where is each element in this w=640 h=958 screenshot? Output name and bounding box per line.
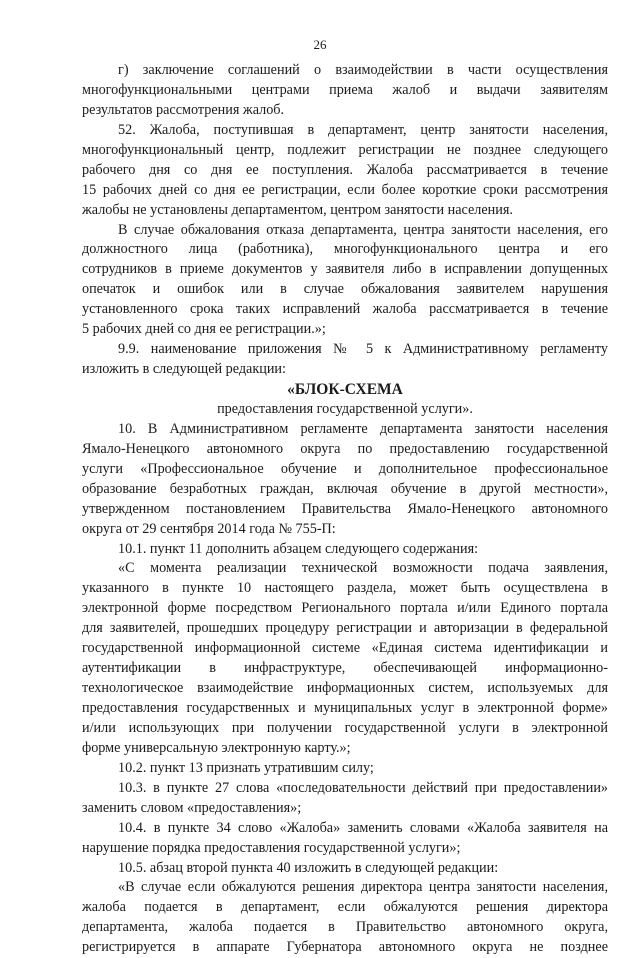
text-line: 5 рабочих дней со дня ее регистрации.»; xyxy=(82,321,326,338)
text-line: 10.5. абзац второй пункта 40 изложить в следующей редакции: xyxy=(118,859,499,876)
page-number: 26 xyxy=(313,37,327,52)
text-line: 10.2. пункт 13 признать утратившим силу; xyxy=(118,759,374,776)
text-line: В случае обжалования отказа департамента, центра занятости населения, его xyxy=(118,221,608,238)
text-line: установленного срока таких исправлений жалоба рассматривается в течение xyxy=(82,301,608,318)
text-line: 10.1. пункт 11 дополнить абзацем следующего содержания: xyxy=(118,540,479,557)
text-line: сотрудников в приеме документов у заявителя либо в исправлении допущенных xyxy=(82,261,608,278)
text-line: технологическое взаимодействие информационных систем, используемых для xyxy=(82,680,608,697)
text-line: регистрируется в аппарате Губернатора автономного округа не позднее xyxy=(82,939,608,956)
text-line: и/или использующих при получении государственной услуги в электронной xyxy=(82,719,608,736)
text-line: должностного лица (работника), многофункционального центра и его xyxy=(82,241,608,258)
text-line: Ямало-Ненецкого автономного округа по предоставлению государственной xyxy=(82,440,608,457)
text-line: жалобы не установлены департаментом, центром занятости населения. xyxy=(82,201,513,218)
text-line: 52. Жалоба, поступившая в департамент, центр занятости населения, xyxy=(118,121,608,138)
text-line: услуги «Профессиональное обучение и дополнительное профессиональное xyxy=(82,460,608,477)
text-line: многофункциональными центрами приема жалоб и выдачи заявителям xyxy=(82,81,608,98)
text-line: рабочего дня со дня ее поступления. Жалоба рассматривается в течение xyxy=(82,161,608,178)
text-line: предоставления государственной услуги». xyxy=(217,400,473,417)
text-line: «В случае если обжалуются решения директора центра занятости населения, xyxy=(118,879,608,896)
text-line: «С момента реализации технической возможности подача заявления, xyxy=(118,560,608,577)
text-line: опечаток и ошибок или в случае обжалования заявителем нарушения xyxy=(82,281,608,298)
text-line: нарушение порядка предоставления государственной услуги»; xyxy=(82,839,461,856)
text-line: г) заключение соглашений о взаимодействии в части осуществления xyxy=(118,62,608,78)
text-line: изложить в следующей редакции: xyxy=(82,361,286,378)
text-line: 10.4. в пункте 34 слово «Жалоба» заменить словами «Жалоба заявителя на xyxy=(118,819,608,836)
text-line: 10.3. в пункте 27 слова «последовательности действий при предоставлении» xyxy=(118,779,608,796)
document-body xyxy=(82,61,608,958)
text-line: округа от 29 сентября 2014 года № 755-П: xyxy=(82,520,336,537)
text-line: многофункциональный центр, подлежит регистрации не позднее следующего xyxy=(82,141,608,158)
text-line: департамента, жалоба подается в Правительство автономного округа, xyxy=(82,919,608,936)
text-line: электронной форме посредством Регионального портала и/или Единого портала xyxy=(82,600,608,617)
text-line: 10. В Административном регламенте департамента занятости населения xyxy=(118,420,608,437)
text-line: указанного в пункте 10 настоящего раздела, может быть осуществлена в xyxy=(82,580,608,597)
section-heading: «БЛОК-СХЕМА xyxy=(287,381,403,398)
text-line: предоставления государственных и муниципальных услуг в электронной форме» xyxy=(82,700,608,716)
text-line: результатов рассмотрения жалоб. xyxy=(82,101,285,118)
text-line: образование безработных граждан, включая обучение в другой местности», xyxy=(82,480,608,497)
text-line: утвержденном постановлением Правительства Ямало-Ненецкого автономного xyxy=(82,500,608,517)
text-line: 15 рабочих дней со дня ее регистрации, если более короткие сроки рассмотрения xyxy=(82,181,608,198)
text-line: государственной информационной системе «Единая система идентификации и xyxy=(82,640,608,657)
text-line: аутентификации в инфраструктуре, обеспечивающей информационно- xyxy=(82,660,608,677)
text-line: 9.9. наименование приложения № 5 к Административному регламенту xyxy=(118,341,608,358)
text-line: жалоба подается в департамент, если обжалуются решения директора xyxy=(82,899,608,916)
text-line: заменить словом «предоставления»; xyxy=(82,799,302,816)
text-line: для заявителей, прошедших процедуру регистрации и авторизации в федеральной xyxy=(82,620,608,637)
text-line: форме универсальную электронную карту.»; xyxy=(82,739,351,756)
